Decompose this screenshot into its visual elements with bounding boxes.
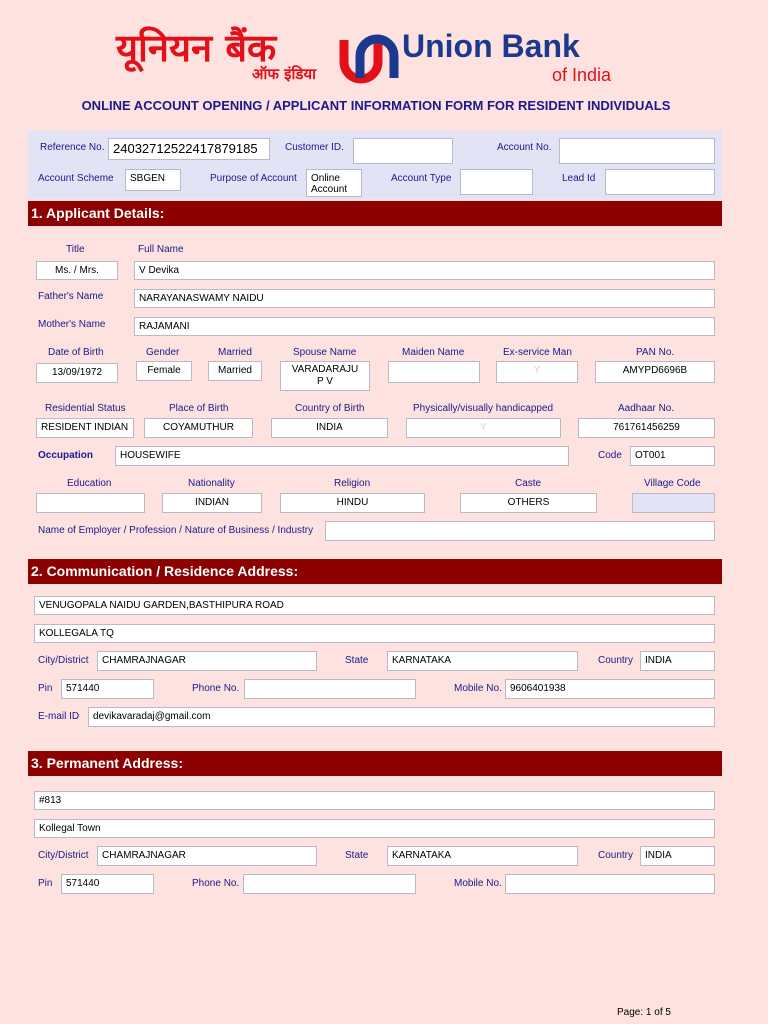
village-code-field[interactable]: [632, 493, 715, 513]
form-title: ONLINE ACCOUNT OPENING / APPLICANT INFORMATION FORM FOR RESIDENT INDIVIDUALS: [81, 98, 671, 113]
perm-city-field[interactable]: CHAMRAJNAGAR: [97, 846, 317, 866]
dob-label: Date of Birth: [48, 347, 104, 358]
full-name-field[interactable]: V Devika: [134, 261, 715, 280]
account-no-label: Account No.: [497, 142, 552, 153]
perm-pin-field[interactable]: 571440: [61, 874, 154, 894]
ex-service-field[interactable]: Y: [496, 361, 578, 383]
purpose-label: Purpose of Account: [210, 173, 297, 184]
perm-address-line2-field[interactable]: Kollegal Town: [34, 819, 715, 838]
perm-phone-field[interactable]: [243, 874, 416, 894]
union-bank-emblem-icon: [338, 34, 400, 84]
lead-id-label: Lead Id: [562, 173, 596, 184]
account-type-label: Account Type: [391, 173, 452, 184]
logo-hindi-sub: ऑफ इंडिया: [252, 65, 316, 83]
education-field[interactable]: [36, 493, 145, 513]
section-applicant-details: 1. Applicant Details:: [28, 201, 722, 226]
handicapped-label: Physically/visually handicapped: [413, 403, 554, 414]
perm-mobile-field[interactable]: [505, 874, 715, 894]
place-of-birth-field[interactable]: COYAMUTHUR: [144, 418, 253, 438]
account-no-field[interactable]: [559, 138, 715, 164]
aadhaar-field[interactable]: 761761456259: [578, 418, 715, 438]
mother-name-label: Mother's Name: [38, 319, 106, 330]
logo-english-sub: of India: [552, 65, 612, 85]
aadhaar-label: Aadhaar No.: [618, 403, 675, 414]
occupation-field[interactable]: HOUSEWIFE: [115, 446, 569, 466]
account-scheme-label: Account Scheme: [38, 173, 114, 184]
residential-status-field[interactable]: RESIDENT INDIAN: [36, 418, 134, 438]
caste-label: Caste: [515, 478, 542, 489]
logo-hindi-name: यूनियन बैंक: [116, 26, 277, 70]
comm-state-label: State: [345, 655, 369, 666]
comm-country-label: Country: [598, 655, 634, 666]
country-of-birth-field[interactable]: INDIA: [271, 418, 388, 438]
ex-service-label: Ex-service Man: [503, 347, 572, 358]
comm-email-field[interactable]: devikavaradaj@gmail.com: [88, 707, 715, 727]
employer-field[interactable]: [325, 521, 715, 541]
village-code-label: Village Code: [644, 478, 701, 489]
gender-field[interactable]: Female: [136, 361, 192, 381]
pan-label: PAN No.: [636, 347, 675, 358]
comm-email-label: E-mail ID: [38, 711, 80, 722]
mother-name-field[interactable]: RAJAMANI: [134, 317, 715, 336]
handicapped-field[interactable]: Y: [406, 418, 561, 438]
purpose-field[interactable]: Online Account: [306, 169, 362, 197]
place-of-birth-label: Place of Birth: [169, 403, 229, 414]
married-field[interactable]: Married: [208, 361, 262, 381]
father-name-label: Father's Name: [38, 291, 104, 302]
comm-pin-field[interactable]: 571440: [61, 679, 154, 699]
section-permanent-address: 3. Permanent Address:: [28, 751, 722, 776]
gender-label: Gender: [146, 347, 180, 358]
perm-country-label: Country: [598, 850, 634, 861]
bank-logo: [116, 26, 626, 88]
occupation-label: Occupation: [38, 450, 94, 461]
title-field[interactable]: Ms. / Mrs.: [36, 261, 118, 280]
code-field[interactable]: OT001: [630, 446, 715, 466]
comm-city-label: City/District: [38, 655, 89, 666]
comm-state-field[interactable]: KARNATAKA: [387, 651, 578, 671]
account-scheme-field[interactable]: SBGEN: [125, 169, 181, 191]
comm-address-line1-field[interactable]: VENUGOPALA NAIDU GARDEN,BASTHIPURA ROAD: [34, 596, 715, 615]
residential-status-label: Residential Status: [45, 403, 126, 414]
page-number: Page: 1 of 5: [617, 1007, 671, 1018]
maiden-name-label: Maiden Name: [402, 347, 465, 358]
employer-label: Name of Employer / Profession / Nature of Business / Industry: [38, 525, 314, 536]
country-of-birth-label: Country of Birth: [295, 403, 365, 414]
reference-label: Reference No.: [40, 142, 105, 153]
caste-field[interactable]: OTHERS: [460, 493, 597, 513]
dob-field[interactable]: 13/09/1972: [36, 363, 118, 383]
father-name-field[interactable]: NARAYANASWAMY NAIDU: [134, 289, 715, 308]
comm-city-field[interactable]: CHAMRAJNAGAR: [97, 651, 317, 671]
comm-mobile-field[interactable]: 9606401938: [505, 679, 715, 699]
account-type-field[interactable]: [460, 169, 533, 195]
comm-country-field[interactable]: INDIA: [640, 651, 715, 671]
spouse-name-field[interactable]: VARADARAJU P V: [280, 361, 370, 391]
perm-pin-label: Pin: [38, 878, 53, 889]
comm-mobile-label: Mobile No.: [454, 683, 502, 694]
comm-address-line2-field[interactable]: KOLLEGALA TQ: [34, 624, 715, 643]
religion-label: Religion: [334, 478, 371, 489]
comm-phone-label: Phone No.: [192, 683, 240, 694]
perm-state-label: State: [345, 850, 369, 861]
perm-state-field[interactable]: KARNATAKA: [387, 846, 578, 866]
full-name-label: Full Name: [138, 244, 184, 255]
nationality-label: Nationality: [188, 478, 235, 489]
title-label: Title: [66, 244, 85, 255]
customer-id-label: Customer ID.: [285, 142, 344, 153]
perm-address-line1-field[interactable]: #813: [34, 791, 715, 810]
maiden-name-field[interactable]: [388, 361, 480, 383]
section-communication-address: 2. Communication / Residence Address:: [28, 559, 722, 584]
education-label: Education: [67, 478, 112, 489]
perm-mobile-label: Mobile No.: [454, 878, 502, 889]
perm-phone-label: Phone No.: [192, 878, 240, 889]
pan-field[interactable]: AMYPD6696B: [595, 361, 715, 383]
religion-field[interactable]: HINDU: [280, 493, 425, 513]
nationality-field[interactable]: INDIAN: [162, 493, 262, 513]
spouse-name-label: Spouse Name: [293, 347, 357, 358]
perm-city-label: City/District: [38, 850, 89, 861]
comm-phone-field[interactable]: [244, 679, 416, 699]
married-label: Married: [218, 347, 252, 358]
perm-country-field[interactable]: INDIA: [640, 846, 715, 866]
customer-id-field[interactable]: [353, 138, 453, 164]
logo-english-name: Union Bank: [402, 28, 580, 64]
comm-pin-label: Pin: [38, 683, 53, 694]
code-label: Code: [598, 450, 622, 461]
reference-field[interactable]: 240327125224178791​85: [108, 138, 270, 160]
lead-id-field[interactable]: [605, 169, 715, 195]
